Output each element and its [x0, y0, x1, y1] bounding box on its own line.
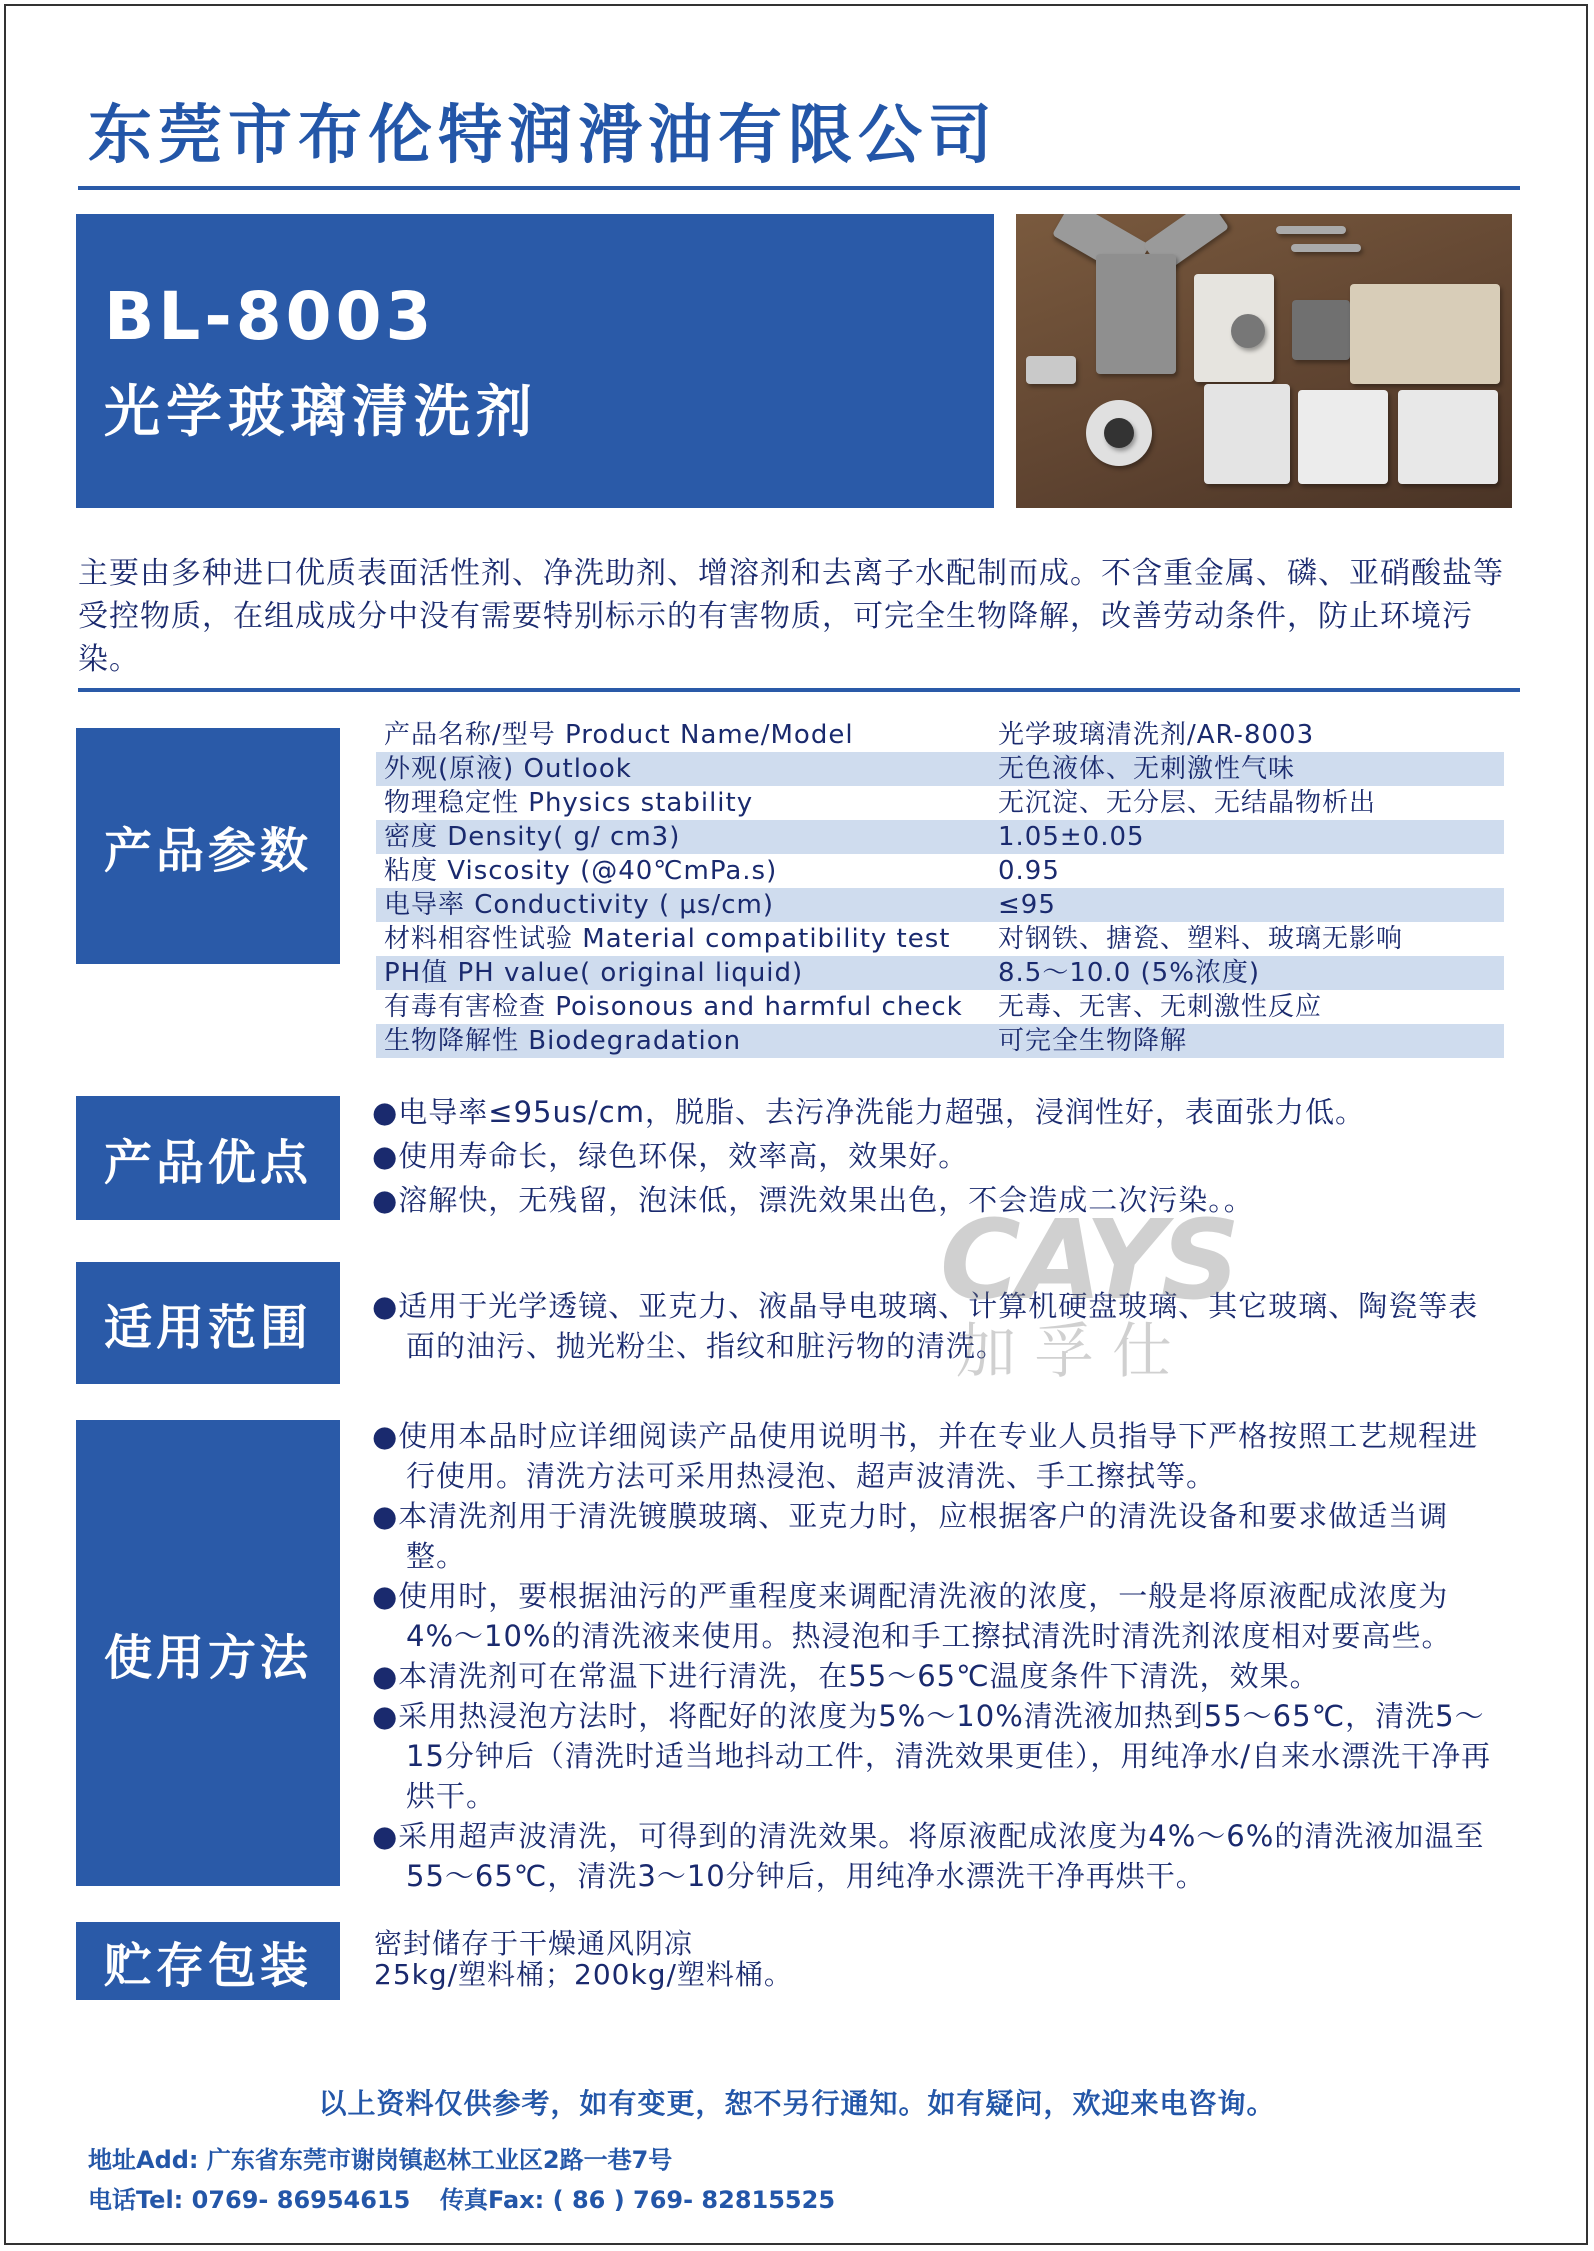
param-label: 物理稳定性 Physics stability — [384, 788, 754, 818]
advantages-list — [372, 1092, 1532, 1224]
param-row — [376, 786, 1504, 820]
section-title-scope: 适用范围 — [76, 1262, 340, 1384]
param-value: 0.95 — [998, 856, 1060, 886]
param-row — [376, 922, 1504, 956]
contact-tel: 电话Tel: 0769- 86954615 — [88, 2186, 411, 2214]
section-title-advantages: 产品优点 — [76, 1096, 340, 1220]
param-value: 8.5～10.0 (5%浓度) — [998, 958, 1261, 988]
usage-list — [372, 1416, 1496, 1896]
product-name: 光学玻璃清洗剂 — [104, 380, 538, 445]
advantage-item: ●溶解快，无残留，泡沫低，漂洗效果出色，不会造成二次污染。。 — [372, 1183, 1254, 1217]
param-label: 密度 Density( g/ cm3) — [384, 822, 681, 852]
disclaimer: 以上资料仅供参考，如有变更，恕不另行通知。如有疑问，欢迎来电咨询。 — [318, 2087, 1276, 2120]
advantage-item: ●电导率≤95us/cm，脱脂、去污净洗能力超强，浸润性好，表面张力低。 — [372, 1095, 1365, 1129]
product-banner — [76, 214, 994, 508]
param-label: PH值 PH value( original liquid) — [384, 958, 804, 988]
param-label: 材料相容性试验 Material compatibility test — [384, 924, 951, 954]
usage-item: ●使用时，要根据油污的严重程度来调配清洗液的浓度，一般是将原液配成浓度为4%～10%的清洗液来使用。热浸泡和手工擦拭清洗时清洗剂浓度相对要高些。 — [372, 1579, 1452, 1653]
product-model: BL-8003 — [104, 278, 436, 355]
storage-info — [374, 1928, 793, 1990]
header-rule — [78, 186, 1520, 190]
param-value: 可完全生物降解 — [998, 1026, 1188, 1056]
param-label: 有毒有害检查 Poisonous and harmful check — [384, 992, 963, 1022]
contact-fax: 传真Fax: ( 86 ) 769- 82815525 — [440, 2186, 836, 2214]
scope-list — [372, 1286, 1492, 1370]
param-label: 外观(原液) Outlook — [384, 754, 632, 784]
advantage-item: ●使用寿命长，绿色环保，效率高，效果好。 — [372, 1139, 969, 1173]
usage-item: ●本清洗剂用于清洗镀膜玻璃、亚克力时，应根据客户的清洗设备和要求做适当调整。 — [372, 1499, 1449, 1573]
company-name: 东莞市布伦特润滑油有限公司 — [88, 99, 998, 173]
param-row — [376, 820, 1504, 854]
watermark-chinese: 加孚仕 — [956, 1317, 1190, 1387]
param-row — [376, 718, 1504, 752]
param-label: 电导率 Conductivity ( µs/cm) — [384, 890, 774, 920]
param-row — [376, 888, 1504, 922]
watermark-latin: CAYS — [940, 1196, 1237, 1324]
storage-line: 密封储存于干燥通风阴凉 — [374, 1927, 694, 1960]
usage-item: ●使用本品时应详细阅读产品使用说明书，并在专业人员指导下严格按照工艺规程进行使用。清洗方法可采用热浸泡、超声波清洗、手工擦拭等。 — [372, 1419, 1479, 1493]
storage-line: 25kg/塑料桶；200kg/塑料桶。 — [374, 1958, 793, 1991]
param-value: 无毒、无害、无刺激性反应 — [998, 992, 1323, 1022]
param-row — [376, 990, 1504, 1024]
intro-rule — [78, 688, 1520, 692]
intro-paragraph: 主要由多种进口优质表面活性剂、净洗助剂、增溶剂和去离子水配制而成。不含重金属、磷、亚硝酸盐等受控物质，在组成成分中没有需要特别标示的有害物质，可完全生物降解，改善劳动条件，防止环境污染。 — [78, 556, 1504, 677]
section-title-usage: 使用方法 — [76, 1420, 340, 1886]
param-value: 光学玻璃清洗剂/AR-8003 — [998, 720, 1315, 750]
param-value: 对钢铁、搪瓷、塑料、玻璃无影响 — [998, 924, 1404, 954]
param-value: ≤95 — [998, 890, 1056, 920]
scope-item: ●适用于光学透镜、亚克力、液晶导电玻璃、计算机硬盘玻璃、其它玻璃、陶瓷等表面的油污、抛光粉尘、指纹和脏污物的清洗。 — [372, 1289, 1479, 1363]
usage-item: ●采用超声波清洗，可得到的清洗效果。将原液配成浓度为4%～6%的清洗液加温至55～65℃，清洗3～10分钟后，用纯净水漂洗干净再烘干。 — [372, 1819, 1485, 1893]
contact-address: 地址Add: 广东省东莞市谢岗镇赵林工业区2路一巷7号 — [88, 2146, 673, 2174]
param-value: 无色液体、无刺激性气味 — [998, 754, 1296, 784]
param-row — [376, 854, 1504, 888]
param-value: 无沉淀、无分层、无结晶物析出 — [998, 788, 1377, 818]
param-label: 粘度 Viscosity (@40℃mPa.s) — [384, 856, 778, 886]
params-table — [376, 718, 1504, 1058]
param-row — [376, 1024, 1504, 1058]
product-photo — [1016, 214, 1512, 508]
param-value: 1.05±0.05 — [998, 822, 1145, 852]
param-row — [376, 956, 1504, 990]
usage-item: ●采用热浸泡方法时，将配好的浓度为5%～10%清洗液加热到55～65℃，清洗5～15分钟后（清洗时适当地抖动工件，清洗效果更佳），用纯净水/自来水漂洗干净再烘干。 — [372, 1699, 1492, 1813]
param-row — [376, 752, 1504, 786]
section-title-storage: 贮存包装 — [76, 1922, 340, 2000]
param-label: 产品名称/型号 Product Name/Model — [384, 720, 854, 750]
section-title-params: 产品参数 — [76, 728, 340, 964]
param-label: 生物降解性 Biodegradation — [384, 1026, 742, 1056]
usage-item: ●本清洗剂可在常温下进行清洗，在55～65℃温度条件下清洗，效果。 — [372, 1659, 1320, 1693]
